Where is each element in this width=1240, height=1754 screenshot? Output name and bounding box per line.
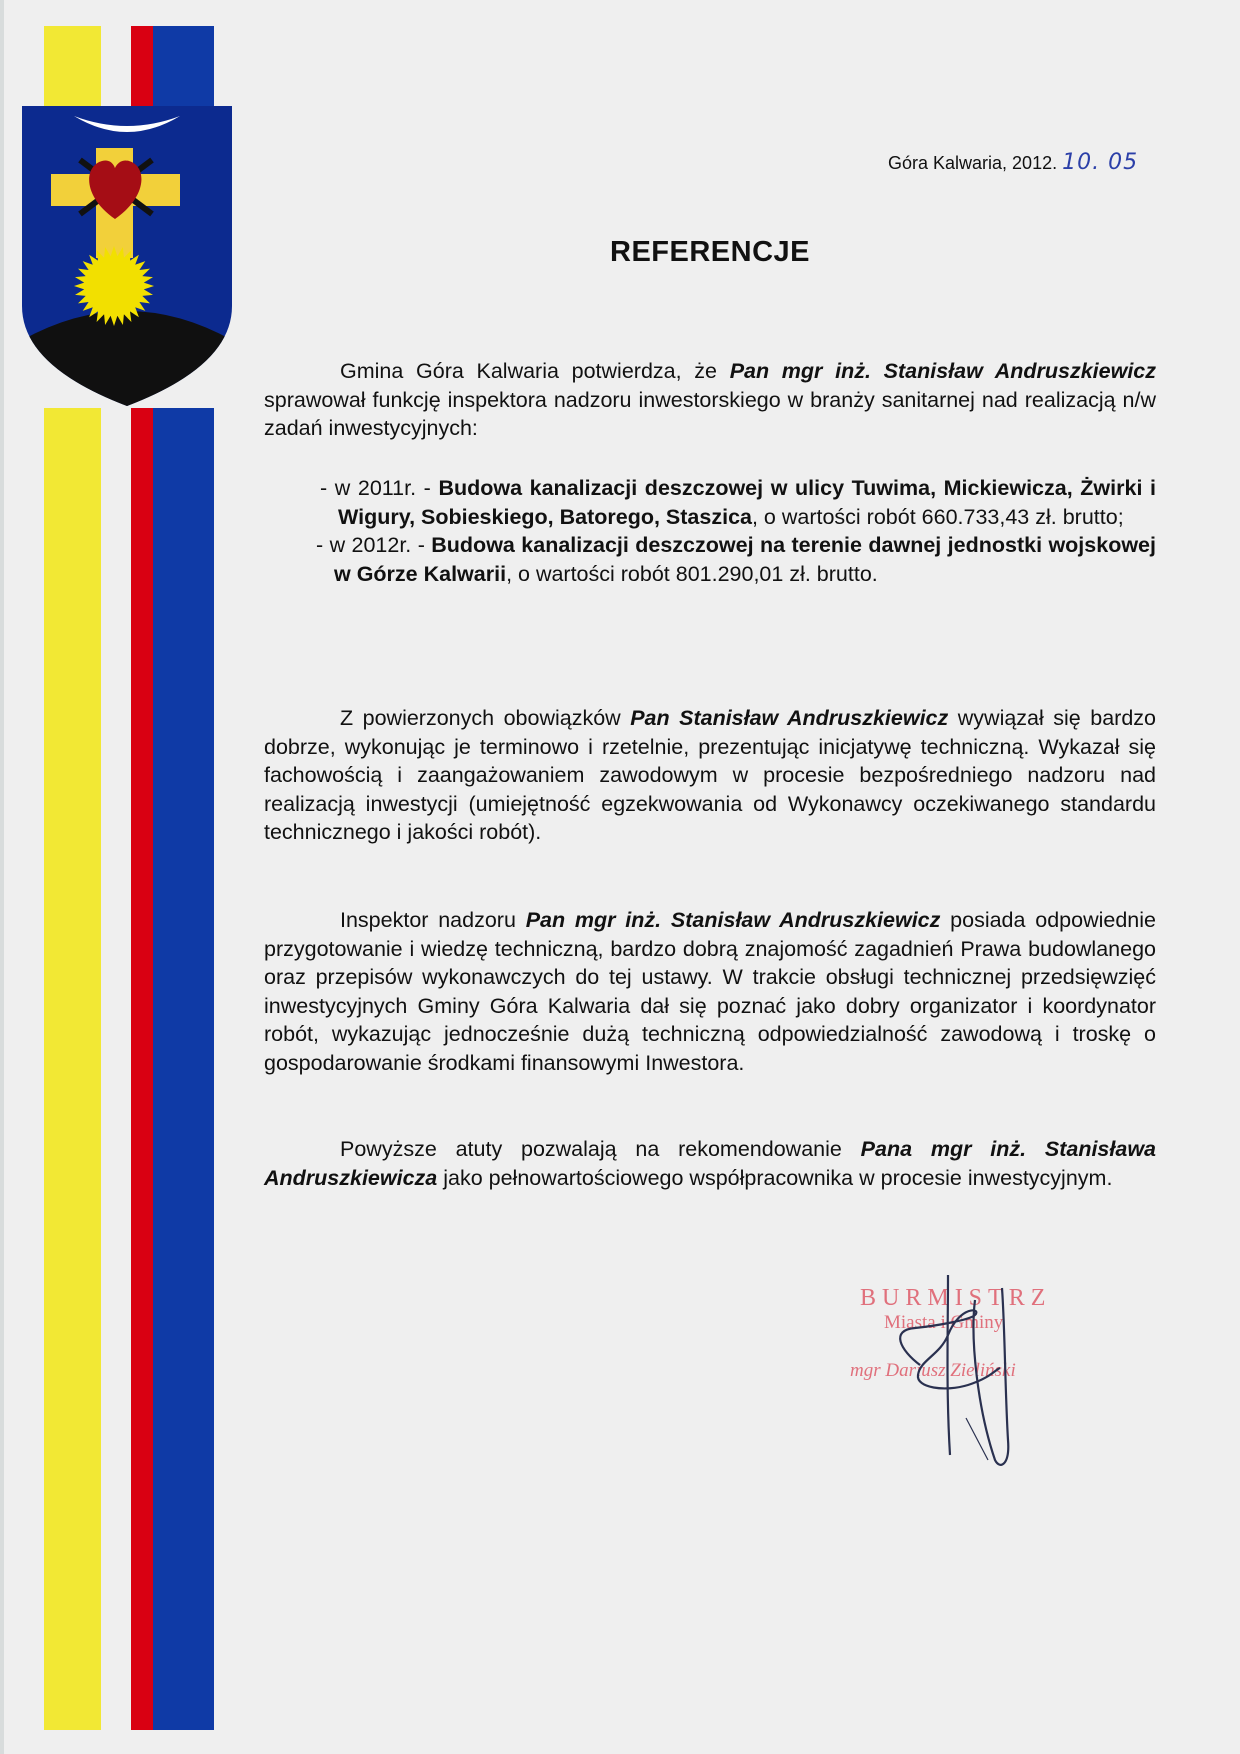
paragraph-qualifications [264, 906, 1156, 1077]
text: Inspektor nadzoru [340, 908, 526, 932]
text: jako pełnowartościowego współpracownika w procesie inwestycyjnym. [437, 1165, 1113, 1190]
yellow-stripe-top [44, 26, 101, 108]
place-date [888, 150, 1138, 175]
text: Z powierzonych obowiązków [340, 706, 631, 730]
paragraph-recommendation [264, 1135, 1156, 1192]
yellow-stripe [44, 408, 101, 1730]
person-name: Pan Stanisław Andruszkiewicz [630, 706, 949, 730]
handwritten-date: 10. 05 [1062, 150, 1139, 175]
stamp-name: mgr Dariusz Zieliński [850, 1360, 1016, 1381]
signature-stroke [948, 1275, 951, 1455]
red-stripe-top [131, 26, 153, 108]
task-list [316, 474, 1157, 588]
person-name: Pan mgr inż. Stanisław Andruszkiewicz [525, 908, 941, 932]
paragraph-intro [264, 357, 1156, 443]
task-year: - w 2011r. - [320, 476, 439, 500]
text: Powyższe atuty pozwalają na rekomendowanie [340, 1137, 861, 1161]
signature-stroke [974, 1288, 1009, 1465]
person-name: Pan mgr inż. Stanisław Andruszkiewicz [729, 359, 1156, 383]
list-item [316, 531, 1156, 588]
text: sprawował funkcję inspektora nadzoru inwestorskiego w branży sanitarnej nad realizacją n/w zadań inwestycyjnych: [264, 387, 1156, 440]
blue-stripe-top [153, 26, 214, 108]
stamp-office: Miasta i Gminy [884, 1312, 1004, 1333]
signature-stroke [900, 1310, 1000, 1388]
signature-icon [860, 1270, 1060, 1470]
task-title: Budowa kanalizacji deszczowej w ulicy Tuwima, Mickiewicza, Żwirki i Wigury, Sobieskiego, Batorego, Staszica [338, 476, 1157, 529]
task-value: , o wartości robót 660.733,43 zł. brutto; [751, 504, 1124, 529]
document-title: REFERENCJE [610, 236, 810, 268]
text: wywiązał się bardzo dobrze, wykonując je terminowo i rzetelnie, prezentując inicjatywę techniczną. Wykazał się fachowością i zaangażowaniem zawodowym w procesie bezpośredniego nadzoru nad realizacją inwestycji (umiejętność egzekwowania od Wykonawcy oczekiwanego standardu technicznego i jakości robót). [264, 706, 1156, 844]
text: Gmina Góra Kalwaria potwierdza, że [340, 359, 730, 383]
stamp-title: BURMISTRZ [860, 1285, 1052, 1311]
task-year: - w 2012r. - [316, 533, 432, 557]
text: posiada odpowiednie przygotowanie i wiedzę techniczną, bardzo dobrą znajomość zagadnień Prawa budowlanego oraz przepisów wykonawczych do tej ustawy. W trakcie obsługi technicznej przedsięwzięć inwestycyjnych Gminy Góra Kalwaria dał się poznać jako dobry organizator i koordynator robót, wykazując jednocześnie dużą techniczną odpowiedzialność zawodową i troskę o gospodarowanie środkami finansowymi Inwestora. [264, 908, 1156, 1075]
task-value: , o wartości robót 801.290,01 zł. brutto. [506, 561, 878, 586]
person-name: Pana mgr inż. Stanisława Andruszkiewicza [264, 1137, 1156, 1190]
blue-stripe [153, 408, 214, 1730]
list-item [320, 474, 1156, 531]
red-stripe [131, 408, 153, 1730]
task-title: Budowa kanalizacji deszczowej na terenie dawnej jednostki wojskowej w Górze Kalwarii [334, 533, 1156, 586]
paragraph-performance [264, 704, 1156, 847]
place-date-printed: Góra Kalwaria, 2012. [888, 153, 1058, 173]
